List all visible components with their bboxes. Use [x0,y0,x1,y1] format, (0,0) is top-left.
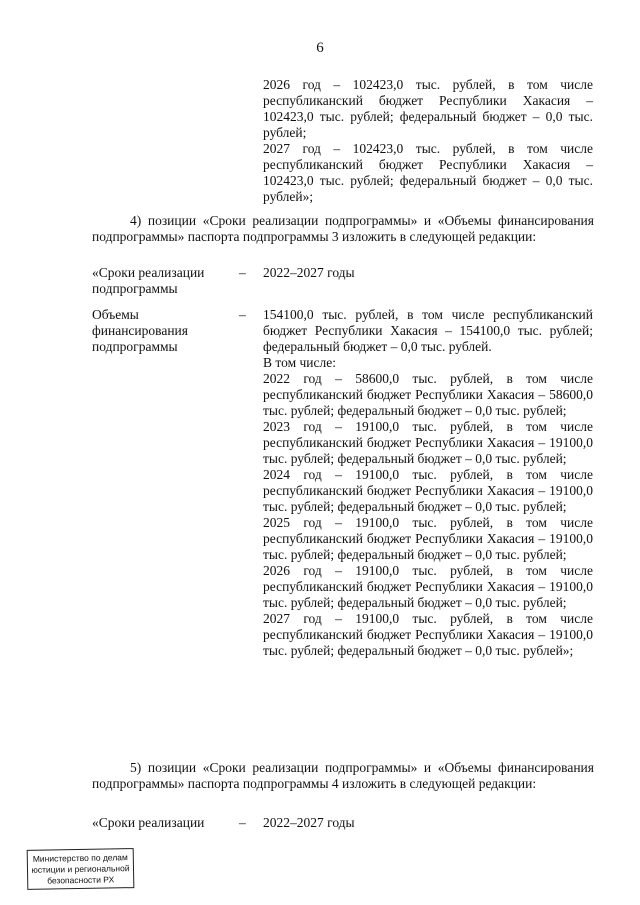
item-5-text: 5) позиции «Сроки реализации подпрограммы» и «Объемы финансирования подпрограммы» паспорта подпрограммы 4 изложить в следующей редакции: [92,760,594,791]
sp3-funding-2022: 2022 год – 58600,0 тыс. рублей, в том числе республиканский бюджет Республики Хакасия – 58600,0 тыс. рублей; федеральный бюджет – 0,0 тыс. рублей; [263,371,593,418]
sp3-terms-row [92,265,594,299]
funding-year-2026: 2026 год – 102423,0 тыс. рублей, в том числе республиканский бюджет Республики Хакасия – 102423,0 тыс. рублей; федеральный бюджет – 0,0 тыс. рублей; [263,77,593,140]
funding-continuation [263,77,593,205]
sp3-funding-2024: 2024 год – 19100,0 тыс. рублей, в том числе республиканский бюджет Республики Хакасия – 19100,0 тыс. рублей; федеральный бюджет – 0,0 тыс. рублей; [263,467,593,514]
sp3-funding-value [263,307,593,659]
funding-year-2027: 2027 год – 102423,0 тыс. рублей, в том числе республиканский бюджет Республики Хакасия – 102423,0 тыс. рублей; федеральный бюджет – 0,0 тыс. рублей»; [263,141,593,204]
stamp-line-3: безопасности РХ [47,874,115,886]
sp4-terms-row [92,815,594,833]
sp4-terms-dash: – [239,815,246,830]
stamp-line-1: Министерство по делам [32,852,128,864]
sp3-funding-row [92,307,594,757]
sp3-funding-total: 154100,0 тыс. рублей, в том числе республиканский бюджет Республики Хакасия – 154100,0 тыс. рублей; федеральный бюджет – 0,0 тыс. рублей. [263,307,593,354]
sp3-funding-dash: – [239,307,246,322]
sp3-funding-label: Объемы финансирования подпрограммы [92,307,188,354]
ministry-stamp [27,848,135,890]
sp3-funding-2023: 2023 год – 19100,0 тыс. рублей, в том числе республиканский бюджет Республики Хакасия – 19100,0 тыс. рублей; федеральный бюджет – 0,0 тыс. рублей; [263,419,593,466]
sp3-terms-value: 2022–2027 годы [263,265,355,280]
sp4-terms-label: «Сроки реализации [92,815,205,830]
item-4-paragraph [92,213,594,245]
sp3-funding-2027: 2027 год – 19100,0 тыс. рублей, в том числе республиканский бюджет Республики Хакасия – 19100,0 тыс. рублей; федеральный бюджет – 0,0 тыс. рублей»; [263,611,593,658]
sp3-terms-dash: – [239,265,246,280]
sp4-terms-value: 2022–2027 годы [263,815,355,830]
page-number: 6 [316,40,324,56]
sp3-funding-2025: 2025 год – 19100,0 тыс. рублей, в том числе республиканский бюджет Республики Хакасия – 19100,0 тыс. рублей; федеральный бюджет – 0,0 тыс. рублей; [263,515,593,562]
sp3-funding-2026: 2026 год – 19100,0 тыс. рублей, в том числе республиканский бюджет Республики Хакасия – 19100,0 тыс. рублей; федеральный бюджет – 0,0 тыс. рублей; [263,563,593,610]
sp3-terms-label: «Сроки реализации подпрограммы [92,265,205,296]
item-4-text: 4) позиции «Сроки реализации подпрограммы» и «Объемы финансирования подпрограммы» паспорта подпрограммы 3 изложить в следующей редакции: [92,213,594,244]
sp3-funding-including: В том числе: [263,355,336,370]
item-5-paragraph [92,760,594,792]
stamp-line-2: юстиции и региональной [31,863,130,875]
